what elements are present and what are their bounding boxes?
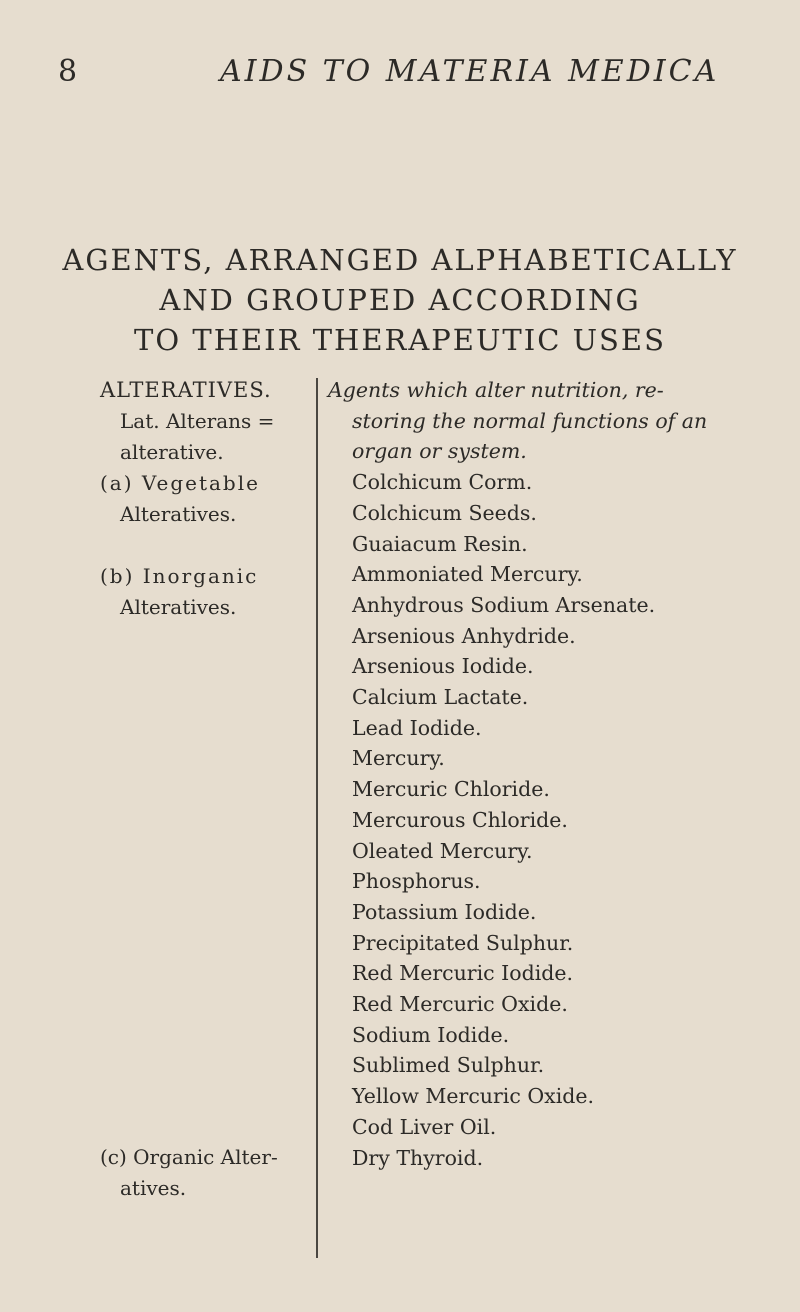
group-b-label: (b) Inorganic <box>100 564 259 588</box>
column-divider <box>316 378 318 1258</box>
list-item: Sublimed Sulphur. <box>352 1053 545 1078</box>
list-item: Lead Iodide. <box>352 715 482 740</box>
right-column <box>328 375 788 1173</box>
etymology-line-2: alterative. <box>120 440 224 464</box>
heading-line-2: AND GROUPED ACCORDING <box>159 283 641 317</box>
description-line: storing the normal functions of an <box>352 408 708 433</box>
list-item: Colchicum Corm. <box>352 470 533 495</box>
page-number: 8 <box>58 54 78 89</box>
list-item: Potassium Iodide. <box>352 899 537 924</box>
list-item: Arsenious Anhydride. <box>352 623 576 648</box>
list-item: Mercury. <box>352 746 445 771</box>
section-heading <box>0 240 800 360</box>
list-item: Colchicum Seeds. <box>352 500 537 525</box>
agent-list <box>328 467 788 1173</box>
list-item: Dry Thyroid. <box>352 1145 484 1170</box>
list-item: Mercuric Chloride. <box>352 777 550 802</box>
list-item: Oleated Mercury. <box>352 838 533 863</box>
list-item: Guaiacum Resin. <box>352 531 528 556</box>
group-b-sublabel: Alteratives. <box>120 595 237 619</box>
group-c-sublabel: atives. <box>120 1176 187 1200</box>
list-item: Red Mercuric Iodide. <box>352 961 574 986</box>
list-item: Mercurous Chloride. <box>352 807 568 832</box>
etymology-line-1: Lat. Alterans = <box>120 409 275 433</box>
list-item: Precipitated Sulphur. <box>352 930 574 955</box>
group-a-sublabel: Alteratives. <box>120 502 237 526</box>
description-line: organ or system. <box>352 439 527 464</box>
list-item: Cod Liver Oil. <box>352 1114 497 1139</box>
heading-line-1: AGENTS, ARRANGED ALPHABETICALLY <box>62 243 738 277</box>
running-head <box>0 54 800 94</box>
section-title: ALTERATIVES. <box>100 378 272 402</box>
description-line: Agents which alter nutrition, re- <box>328 378 664 402</box>
list-item: Calcium Lactate. <box>352 685 529 710</box>
description <box>328 375 788 467</box>
list-item: Yellow Mercuric Oxide. <box>352 1084 595 1109</box>
list-item: Arsenious Iodide. <box>352 654 534 679</box>
list-item: Anhydrous Sodium Arsenate. <box>352 592 656 617</box>
list-item: Phosphorus. <box>352 869 481 894</box>
running-title: AIDS TO MATERIA MEDICA <box>220 54 720 89</box>
heading-line-3: TO THEIR THERAPEUTIC USES <box>134 323 666 357</box>
group-a-label: (a) Vegetable <box>100 471 260 495</box>
group-c-label: (c) Organic Alter- <box>100 1145 278 1169</box>
list-item: Red Mercuric Oxide. <box>352 992 568 1017</box>
list-item: Sodium Iodide. <box>352 1022 510 1047</box>
list-item: Ammoniated Mercury. <box>352 562 583 587</box>
